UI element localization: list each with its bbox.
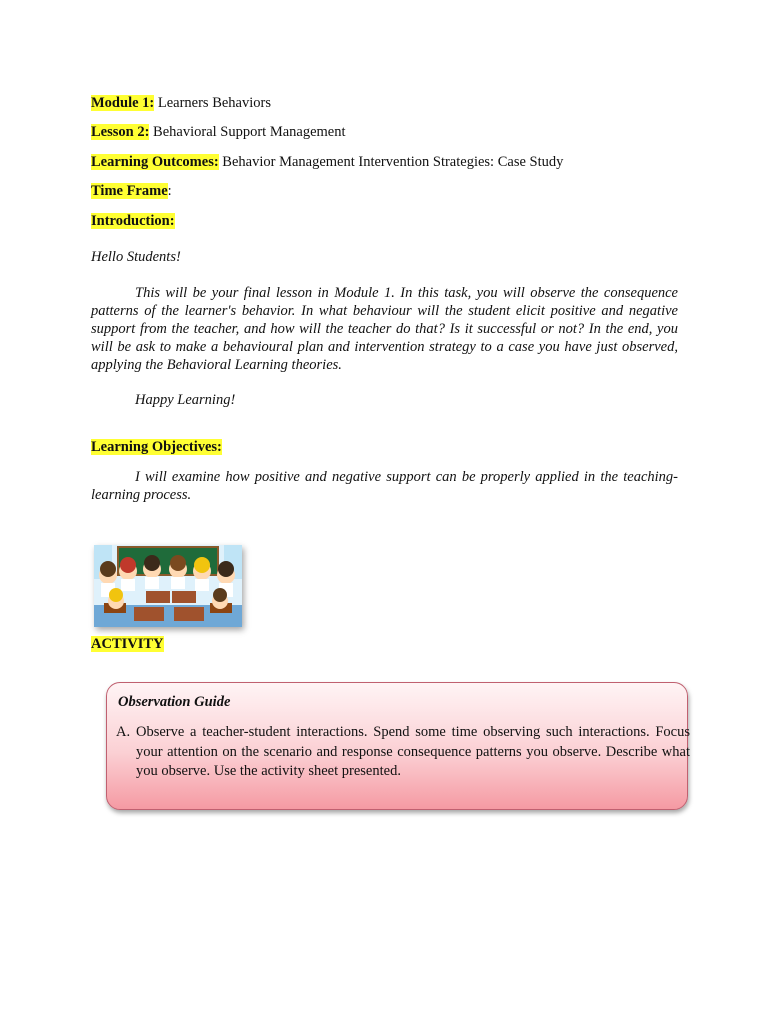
classroom-students-illustration: [94, 545, 242, 627]
lesson-value: Behavioral Support Management: [153, 124, 346, 140]
introduction-line: [91, 212, 175, 230]
introduction-body: This will be your final lesson in Module 1. In this task, you will observe the consequence patterns of the learner's behavior. In what behaviour will the student elicit positive and negative support from the teacher, and how will the teacher do that? Is it successful or not? In the end, you will be ask to make a behavioural plan and intervention strategy to a case you have just observed, applying the Behavioral Learning theories.: [91, 285, 678, 373]
guide-item-letter: A.: [116, 724, 131, 740]
module-line: [91, 94, 271, 112]
activity-label: ACTIVITY: [91, 636, 164, 652]
objectives-line: [91, 438, 222, 456]
introduction-label: Introduction:: [91, 213, 175, 229]
outcomes-label: Learning Outcomes:: [91, 154, 219, 170]
observation-guide-box: [106, 682, 688, 810]
module-value: Learners Behaviors: [157, 95, 271, 111]
activity-line: [91, 635, 164, 653]
observation-guide-title: Observation Guide: [118, 694, 231, 710]
lesson-line: [91, 123, 346, 141]
timeframe-label: Time Frame: [91, 183, 168, 199]
outcomes-value: Behavior Management Intervention Strategies: Case Study: [222, 154, 564, 170]
module-label: Module 1:: [91, 95, 155, 111]
timeframe-colon: :: [167, 183, 172, 199]
timeframe-line: [91, 182, 172, 200]
objectives-body: I will examine how positive and negative support can be properly applied in the teaching-learning process.: [91, 469, 678, 503]
lesson-label: Lesson 2:: [91, 124, 150, 140]
guide-item-text: Observe a teacher-student interactions. Spend some time observing such interactions. Focus your attention on the scenario and response consequence patterns you observe. Describe what you observe. Use the activity sheet presented.: [136, 724, 690, 779]
greeting-text: Hello Students!: [91, 249, 181, 265]
closing-text: Happy Learning!: [135, 392, 236, 408]
outcomes-line: [91, 153, 563, 171]
objectives-label: Learning Objectives:: [91, 439, 222, 455]
